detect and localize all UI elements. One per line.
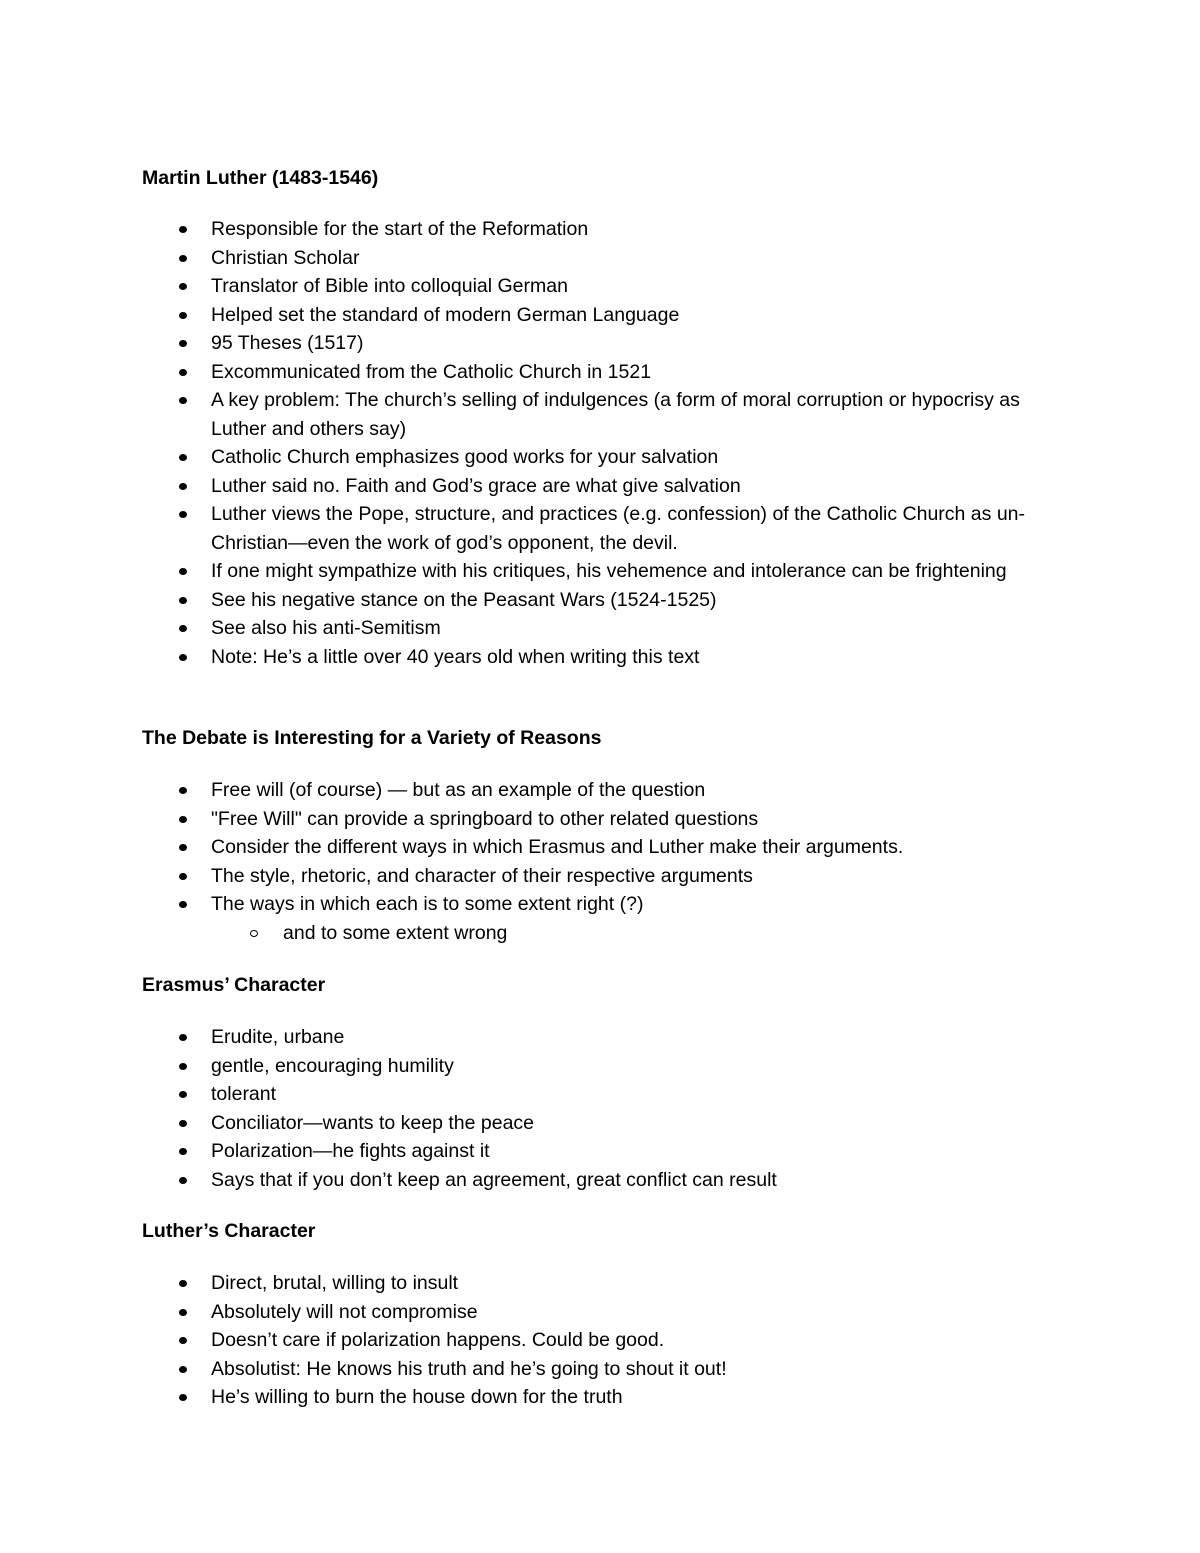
list-item-text: Luther said no. Faith and God’s grace are what give salvation	[211, 474, 741, 497]
bullet-icon	[179, 568, 187, 575]
list-item-text: Free will (of course) — but as an example of the question	[211, 779, 706, 801]
list-item-text: See also his anti-Semitism	[211, 617, 441, 639]
bullet-icon	[179, 1394, 187, 1401]
bullet-icon	[179, 255, 187, 262]
list-item-text: Direct, brutal, willing to insult	[211, 1272, 459, 1294]
list-item-text: Note: He’s a little over 40 years old when writing this text	[211, 645, 700, 668]
bullet-list-erasmus-character	[0, 1023, 1061, 1194]
bullet-icon	[179, 873, 187, 880]
bullet-icon	[179, 1063, 187, 1070]
bullet-icon	[179, 1309, 187, 1316]
bullet-icon	[179, 1091, 187, 1098]
list-item	[0, 643, 1061, 672]
list-item-text: Absolutely will not compromise	[211, 1300, 478, 1323]
list-item	[0, 1109, 1061, 1138]
bullet-icon	[179, 1366, 187, 1373]
bullet-icon	[179, 1148, 187, 1155]
section-heading-erasmus-character: Erasmus’ Character	[142, 974, 326, 996]
list-item	[0, 890, 1061, 919]
section-heading-luther-character: Luther’s Character	[142, 1220, 316, 1242]
bullet-icon	[179, 625, 187, 632]
list-item-text: Luther views the Pope, structure, and practices (e.g. confession) of the Catholic Church as un-Christian—even the work of god’s opponent, the devil.	[211, 503, 1026, 554]
bullet-icon	[179, 1120, 187, 1127]
list-item	[0, 1269, 1061, 1298]
list-item	[0, 614, 1061, 643]
bullet-icon	[179, 312, 187, 319]
section-heading-debate: The Debate is Interesting for a Variety of Reasons	[142, 727, 602, 749]
list-item	[0, 472, 1061, 501]
bullet-icon	[179, 283, 187, 290]
list-item-text: Catholic Church emphasizes good works for your salvation	[211, 446, 719, 468]
bullet-icon	[179, 844, 187, 851]
list-item-text: The ways in which each is to some extent right (?)	[211, 893, 644, 915]
list-item	[0, 272, 1061, 301]
list-item	[0, 301, 1061, 330]
list-item-text: Doesn’t care if polarization happens. Could be good.	[211, 1329, 665, 1351]
list-item	[0, 1080, 1061, 1109]
bullet-icon	[179, 654, 187, 661]
bullet-icon	[179, 1337, 187, 1344]
bullet-icon	[179, 511, 187, 518]
bullet-list-debate	[0, 776, 1061, 947]
list-item-text: Translator of Bible into colloquial German	[211, 275, 568, 297]
bullet-icon	[179, 340, 187, 347]
list-item-text: and to some extent wrong	[283, 921, 508, 944]
list-item	[0, 1355, 1061, 1384]
list-item	[0, 586, 1061, 615]
bullet-icon	[179, 369, 187, 376]
list-item-text: 95 Theses (1517)	[211, 332, 364, 354]
list-item-text: Erudite, urbane	[211, 1026, 345, 1048]
list-item-text: "Free Will" can provide a springboard to other related questions	[211, 807, 759, 830]
list-item	[0, 1137, 1061, 1166]
list-item	[0, 329, 1061, 358]
bullet-list-martin-luther	[0, 215, 1061, 671]
list-item	[0, 776, 1061, 805]
list-item-text: If one might sympathize with his critiques, his vehemence and intolerance can be frightening	[211, 560, 1007, 582]
hollow-bullet-icon	[250, 930, 258, 937]
list-item	[0, 805, 1061, 834]
list-item-text: The style, rhetoric, and character of their respective arguments	[211, 864, 753, 887]
list-item-text: gentle, encouraging humility	[211, 1054, 454, 1077]
bullet-icon	[179, 901, 187, 908]
bullet-icon	[179, 226, 187, 233]
list-item	[0, 244, 1061, 273]
section-heading-martin-luther: Martin Luther (1483-1546)	[142, 167, 379, 189]
bullet-icon	[179, 1280, 187, 1287]
list-item-text: Excommunicated from the Catholic Church in 1521	[211, 360, 652, 383]
list-item	[0, 358, 1061, 387]
list-item	[0, 443, 1061, 472]
list-item	[0, 557, 1061, 586]
list-item	[0, 215, 1061, 244]
bullet-icon	[179, 1034, 187, 1041]
bullet-icon	[179, 454, 187, 461]
list-item	[0, 1023, 1061, 1052]
list-item-text: Absolutist: He knows his truth and he’s going to shout it out!	[211, 1357, 727, 1380]
bullet-icon	[179, 397, 187, 404]
list-item-text: A key problem: The church’s selling of indulgences (a form of moral corruption or hypocrisy as Luther and others say)	[211, 389, 1020, 440]
list-item	[0, 833, 1061, 862]
list-item-text: Conciliator—wants to keep the peace	[211, 1111, 535, 1134]
list-item-text: Responsible for the start of the Reformation	[211, 218, 589, 240]
list-item	[0, 1166, 1061, 1195]
sub-list-item	[0, 919, 1061, 948]
bullet-icon	[179, 597, 187, 604]
list-item	[0, 1326, 1061, 1355]
bullet-icon	[179, 483, 187, 490]
list-item-text: Says that if you don’t keep an agreement, great conflict can result	[211, 1168, 777, 1191]
list-item-text: Polarization—he fights against it	[211, 1140, 490, 1162]
list-item-text: Consider the different ways in which Erasmus and Luther make their arguments.	[211, 836, 904, 858]
list-item-text: Christian Scholar	[211, 246, 360, 269]
list-item	[0, 1298, 1061, 1327]
list-item-text: See his negative stance on the Peasant Wars (1524-1525)	[211, 588, 717, 611]
list-item	[0, 386, 1061, 443]
bullet-list-luther-character	[0, 1269, 1061, 1412]
bullet-icon	[179, 1177, 187, 1184]
list-item	[0, 862, 1061, 891]
bullet-icon	[179, 816, 187, 823]
list-item	[0, 1052, 1061, 1081]
bullet-icon	[179, 787, 187, 794]
list-item	[0, 500, 1061, 557]
list-item-text: He’s willing to burn the house down for the truth	[211, 1386, 623, 1408]
list-item-text: tolerant	[211, 1083, 277, 1105]
list-item	[0, 1383, 1061, 1412]
list-item-text: Helped set the standard of modern German Language	[211, 303, 680, 326]
